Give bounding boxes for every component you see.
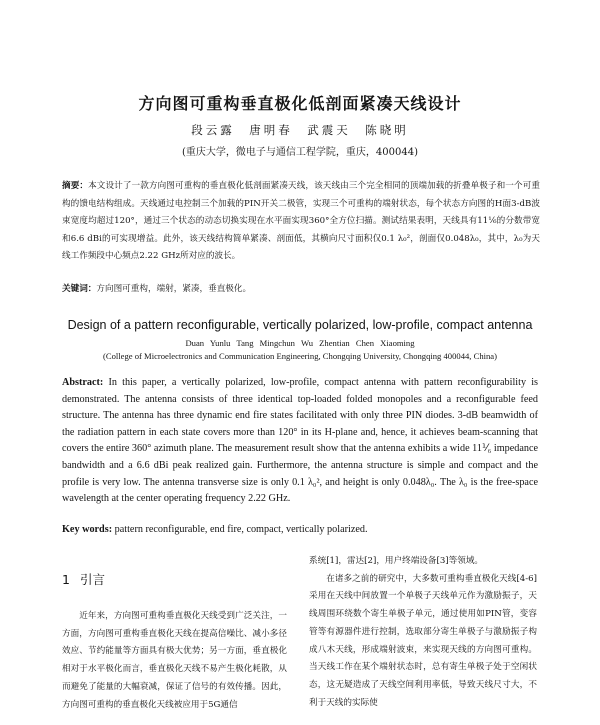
right-column [309, 553, 537, 712]
english-abstract [62, 375, 538, 508]
right-paragraph-2: 在诸多之前的研究中，大多数可重构垂直极化天线[4-6]采用在天线中间放置一个单极子天线单元作为激励振子，天线周围环绕数个寄生单极子单元，通过使用如PIN管，变容管等有源器件进行控制，选取部分寄生单极子与激励振子构成八木天线，形成端射波束，来实现天线的方向图可重构。当天线工作在某个端射状态时，总有寄生单极子处于空闲状态，这无疑造成了天线空间利用率低，导致天线尺寸大，不利于天线的实际使 [309, 573, 537, 708]
english-title: Design of a pattern reconfigurable, vertically polarized, low-profile, compact antenna [67, 318, 533, 332]
section-heading [62, 570, 287, 588]
chinese-abstract-text: 本文设计了一款方向图可重构的垂直极化低剖面紧凑天线，该天线由三个完全相同的顶端加载的折叠单极子和一个可重构的馈电结构组成。天线通过电控制三个加载的PIN开关二极管，实现三个可重构的端射状态，每个状态方向图的H面3-dB波束宽度均超过120°，通过三个状态的动态切换实现在水平面实现360°全方位扫描。测试结果表明，天线具有11⅟₆的分数带宽和6.6 dBi的可实现增益。此外，该天线结构简单紧凑、剖面低，其横向尺寸面积仅0.1 λ₀²，剖面仅0.048λ₀，其中，λ₀为天线工作频段中心频点2.22 GHz所对应的波长。 [62, 181, 540, 262]
chinese-authors: 段云露 唐明春 武震天 陈晓明 [191, 123, 409, 137]
english-keywords [62, 524, 538, 535]
english-keywords-label: Key words: [62, 524, 113, 535]
english-authors: Duan Yunlu Tang Mingchun Wu Zhentian Chen Xiaoming [185, 338, 415, 348]
left-column [62, 570, 287, 714]
english-keywords-text: pattern reconfigurable, end fire, compact, vertically polarized. [114, 524, 368, 535]
chinese-title: 方向图可重构垂直极化低剖面紧凑天线设计 [138, 94, 462, 113]
chinese-keywords-text: 方向图可重构，端射，紧凑，垂直极化。 [96, 284, 252, 294]
left-paragraph: 近年来，方向图可重构垂直极化天线受到广泛关注，一方面，方向图可重构垂直极化天线在提高信噪比、减小多径效应、节约能量等方面具有极大优势；另一方面，垂直极化相对于水平极化而言，垂直极化天线不易产生极化耗散，从而避免了能量的大幅衰减，保证了信号的有效传播。因此，方向图可重构的垂直极化天线被应用于5G通信 [62, 611, 287, 710]
section-title: 引言 [79, 572, 105, 587]
english-affiliation: (College of Microelectronics and Communication Engineering, Chongqing University, Chongqing 400044, China) [103, 351, 497, 361]
chinese-keywords-label: 关键词： [62, 284, 97, 294]
section-number: 1 [62, 572, 70, 587]
english-abstract-label: Abstract: [62, 377, 104, 388]
chinese-keywords [62, 282, 540, 294]
english-abstract-text: In this paper, a vertically polarized, low-profile, compact antenna with pattern reconfigurability is demonstrated. The antenna consists of three identical top-loaded folded monopoles and a reconfigurable feed structure. The antenna has three dynamic end fire states facilitated with only three PIN diodes. 3-dB beamwidth of the radiation pattern in each state covers more than 120° in its H-plane and, hence, it achieves beam-scanning that covers the entire 360° azimuth plane. The measurement result show that the antenna exhibits a wide 11⅟₆ impedance bandwidth and a 6.6 dBi peak realized gain. Furthermore, the antenna structure is simple and compact and the profile is very low. The antenna transverse size is only 0.1 λ₀², and height is only 0.048λ₀. The λ₀ is the free-space wavelength at the center operating frequency 2.22 GHz. [62, 377, 538, 505]
chinese-abstract-label: 摘要： [62, 181, 89, 191]
chinese-abstract [62, 178, 540, 266]
chinese-affiliation: (重庆大学，微电子与通信工程学院，重庆，400044) [182, 147, 418, 158]
right-paragraph-1: 系统[1]，雷达[2]，用户终端设备[3]等领域。 [309, 556, 484, 566]
